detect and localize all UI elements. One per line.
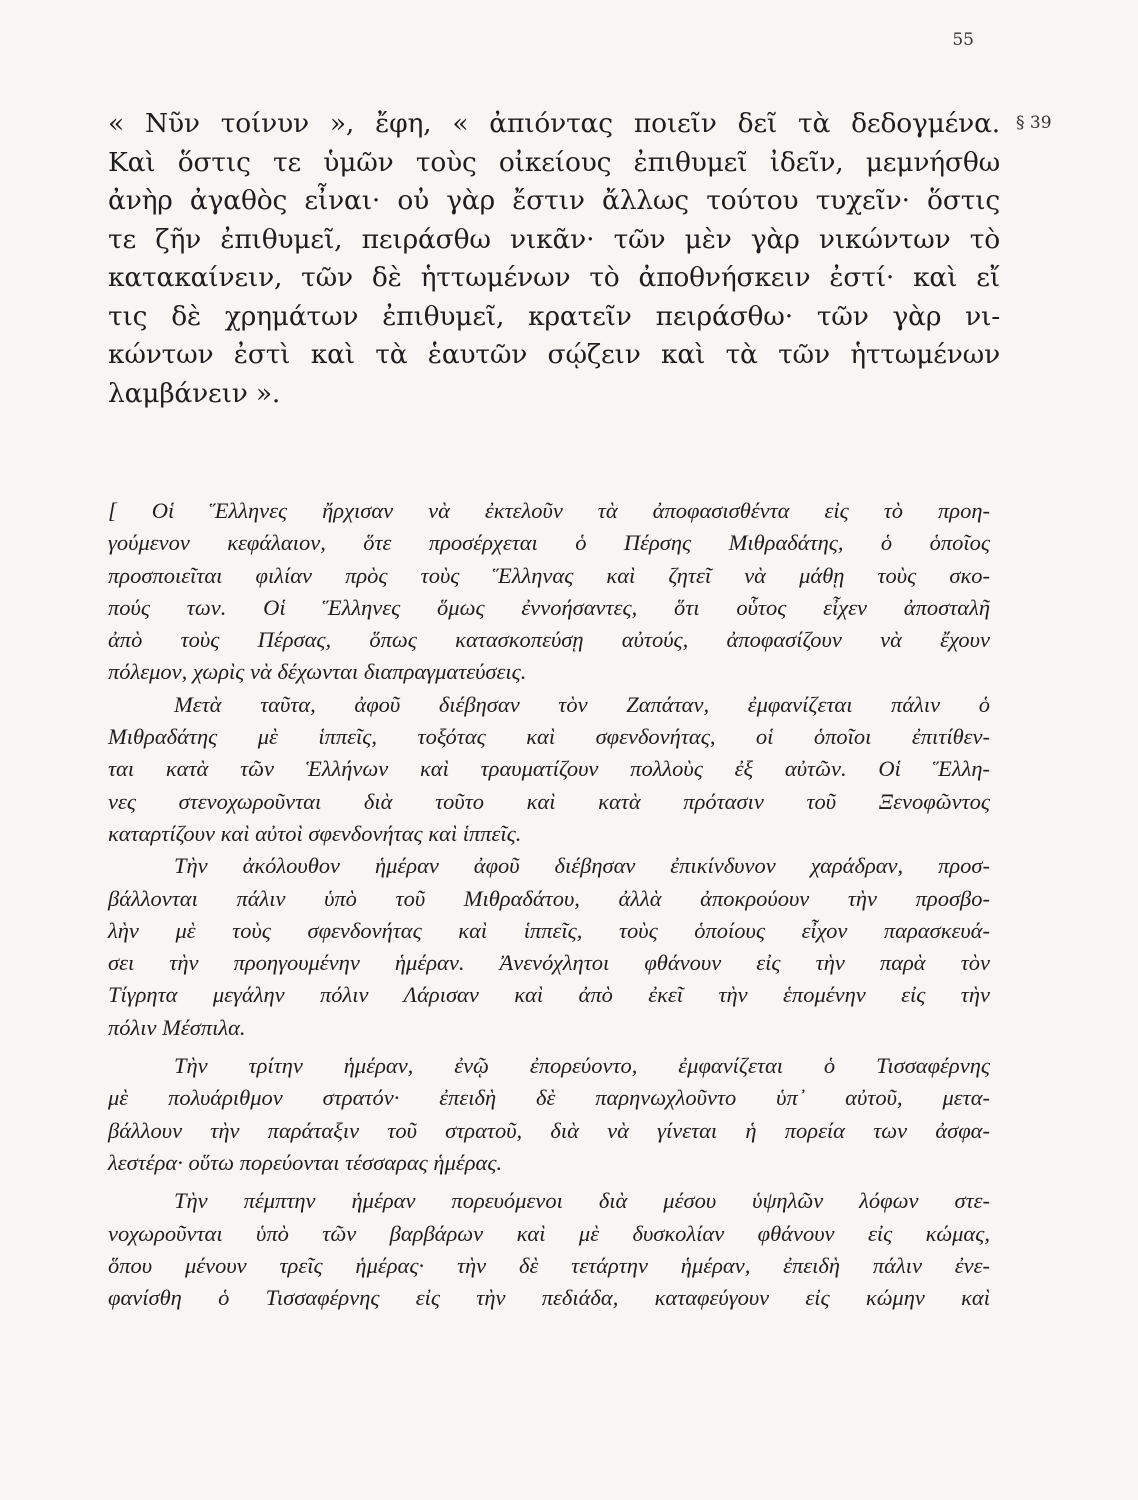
page-number: 55 <box>952 30 974 50</box>
summary-line: σει τὴν προηγουμένην ἡμέραν. Ἀνενόχλητοι φθάνουν εἰς τὴν παρὰ τὸν <box>108 950 990 976</box>
summary-line: λεστέρα· οὕτω πορεύονται τέσσαρας ἡμέρας. <box>108 1149 503 1175</box>
greek-line: « Νῦν τοίνυν », ἔφη, « ἀπιόντας ποιεῖν δεῖ τὰ δεδογμένα. <box>108 108 1000 139</box>
greek-line: τε ζῆν ἐπιθυμεῖ, πειράσθω νικᾶν· τῶν μὲν γὰρ νικώντων τὸ <box>108 223 1000 255</box>
summary-line: Τὴν ἀκόλουθον ἡμέραν ἀφοῦ διέβησαν ἐπικίνδυνον χαράδραν, προσ- <box>174 853 990 879</box>
modern-greek-summary <box>108 495 990 1314</box>
summary-line: ἀπὸ τοὺς Πέρσας, ὅπως κατασκοπεύσῃ αὐτούς, ἀποφασίζουν νὰ ἔχουν <box>108 627 990 653</box>
summary-line: ται κατὰ τῶν Ἑλλήνων καὶ τραυματίζουν πολλοὺς ἐξ αὐτῶν. Οἱ Ἕλλη- <box>108 756 990 782</box>
summary-line: πούς των. Οἱ Ἕλληνες ὅμως ἐννοήσαντες, ὅτι οὗτος εἶχεν ἀποσταλῆ <box>108 594 990 620</box>
summary-line: Τίγρητα μεγάλην πόλιν Λάρισαν καὶ ἀπὸ ἐκεῖ τὴν ἑπομένην εἰς τὴν <box>108 982 990 1008</box>
summary-paragraph <box>108 1185 990 1314</box>
summary-line: νες στενοχωροῦνται διὰ τοῦτο καὶ κατὰ πρότασιν τοῦ Ξενοφῶντος <box>108 788 990 814</box>
summary-line: νοχωροῦνται ὑπὸ τῶν βαρβάρων καὶ μὲ δυσκολίαν φθάνουν εἰς κώμας, <box>108 1220 990 1246</box>
summary-line: γούμενον κεφάλαιον, ὅτε προσέρχεται ὁ Πέρσης Μιθραδάτης, ὁ ὁποῖος <box>108 530 990 556</box>
summary-paragraph <box>108 495 990 689</box>
summary-line: Μιθραδάτης μὲ ἱππεῖς, τοξότας καὶ σφενδονήτας, οἱ ὁποῖοι ἐπιτίθεν- <box>108 724 990 750</box>
summary-line: προσποιεῖται φιλίαν πρὸς τοὺς Ἕλληνας καὶ ζητεῖ νὰ μάθῃ τοὺς σκο- <box>108 562 990 588</box>
summary-line: ὅπου μένουν τρεῖς ἡμέρας· τὴν δὲ τετάρτην ἡμέραν, ἐπειδὴ πάλιν ἐνε- <box>108 1252 990 1278</box>
greek-line: κώντων ἐστὶ καὶ τὰ ἑαυτῶν σῴζειν καὶ τὰ τῶν ἡττωμένων <box>108 339 1000 370</box>
summary-line: λὴν μὲ τοὺς σφενδονήτας καὶ ἱππεῖς, τοὺς ὁποίους εἶχον παρασκευά- <box>108 917 990 943</box>
summary-line: μὲ πολυάριθμον στρατόν· ἐπειδὴ δὲ παρηνωχλοῦντο ὑπ᾽ αὐτοῦ, μετα- <box>108 1085 990 1111</box>
summary-paragraph <box>108 689 990 850</box>
summary-line: Τὴν τρίτην ἡμέραν, ἐνῷ ἐπορεύοντο, ἐμφανίζεται ὁ Τισσαφέρνης <box>174 1053 990 1079</box>
greek-line: λαμβάνειν ». <box>108 377 281 409</box>
summary-paragraph <box>108 1050 990 1179</box>
summary-line: Τὴν πέμπτην ἡμέραν πορευόμενοι διὰ μέσου ὑψηλῶν λόφων στε- <box>174 1188 990 1214</box>
greek-line: ἀνὴρ ἀγαθὸς εἶναι· οὐ γὰρ ἔστιν ἄλλως τούτου τυχεῖν· ὅστις <box>108 185 1000 216</box>
summary-line: καταρτίζουν καὶ αὐτοὶ σφενδονήτας καὶ ἱππεῖς. <box>108 820 522 846</box>
summary-line: πόλιν Μέσπιλα. <box>108 1014 246 1040</box>
summary-paragraph <box>108 850 990 1044</box>
summary-line: φανίσθη ὁ Τισσαφέρνης εἰς τὴν πεδιάδα, καταφεύγουν εἰς κώμην καὶ <box>108 1285 990 1311</box>
summary-line: Μετὰ ταῦτα, ἀφοῦ διέβησαν τὸν Ζαπάταν, ἐμφανίζεται πάλιν ὁ <box>174 691 990 717</box>
summary-line: βάλλουν τὴν παράταξιν τοῦ στρατοῦ, διὰ νὰ γίνεται ἡ πορεία των ἀσφα- <box>108 1117 990 1143</box>
summary-line: βάλλονται πάλιν ὑπὸ τοῦ Μιθραδάτου, ἀλλὰ ἀποκρούουν τὴν προσβο- <box>108 885 990 911</box>
summary-line: πόλεμον, χωρὶς νὰ δέχωνται διαπραγματεύσεις. <box>108 659 527 685</box>
section-marker: § 39 <box>1016 113 1052 133</box>
greek-line: τις δὲ χρημάτων ἐπιθυμεῖ, κρατεῖν πειράσθω· τῶν γὰρ νι- <box>108 300 1000 332</box>
greek-line: κατακαίνειν, τῶν δὲ ἡττωμένων τὸ ἀποθνήσκειν ἐστί· καὶ εἴ <box>108 262 1000 293</box>
summary-line: [ Οἱ Ἕλληνες ἤρχισαν νὰ ἐκτελοῦν τὰ ἀποφασισθέντα εἰς τὸ προη- <box>108 498 990 523</box>
ancient-greek-passage <box>108 105 1000 413</box>
greek-line: Καὶ ὅστις τε ὑμῶν τοὺς οἰκείους ἐπιθυμεῖ ἰδεῖν, μεμνήσθω <box>108 146 1000 178</box>
